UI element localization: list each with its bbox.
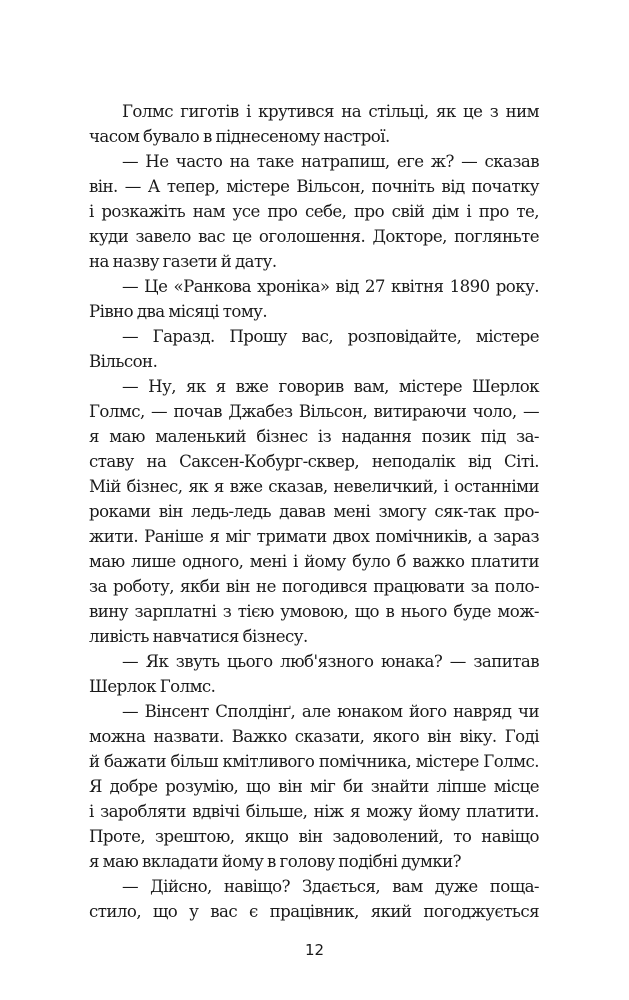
text-line: на назву газети й дату. — [89, 252, 277, 271]
page-number: 12 — [304, 941, 325, 959]
text-line: — Дійсно, навіщо? Здається, вам дуже поща- — [122, 877, 539, 896]
text-line: і розкажіть нам усе про себе, про свій дім і про те, — [89, 202, 539, 221]
text-line: й бажати більш кмітливого помічника, містере Голмс. — [89, 752, 539, 771]
text-line: Голмс, — почав Джабез Вільсон, витираючи чоло, — — [89, 402, 539, 421]
text-line: стило, що у вас є працівник, який погоджується — [89, 902, 539, 921]
text-line: Шерлок Голмс. — [89, 677, 216, 696]
text-line: куди завело вас це оголошення. Докторе, погляньте — [89, 227, 539, 246]
body-text — [89, 99, 539, 924]
text-line: Проте, зрештою, якщо він задоволений, то навіщо — [89, 827, 539, 846]
text-line: я маю маленький бізнес із надання позик під за- — [89, 427, 539, 446]
text-line: ливість навчатися бізнесу. — [89, 627, 308, 646]
text-line: — Як звуть цього люб'язного юнака? — запитав — [122, 652, 539, 671]
text-line: ставу на Саксен-Кобург-сквер, неподалік від Сіті. — [89, 452, 539, 471]
text-line: Голмс гиготів і крутився на стільці, як це з ним — [122, 102, 539, 121]
text-line: роками він ледь-ледь давав мені змогу сяк-так про- — [89, 502, 539, 521]
text-line: жити. Раніше я міг тримати двох помічників, а зараз — [89, 527, 539, 546]
text-line: за роботу, якби він не погодився працювати за поло- — [89, 577, 539, 596]
text-line: Мій бізнес, як я вже сказав, невеличкий, і останніми — [89, 477, 539, 496]
text-line: — Це «Ранкова хроніка» від 27 квітня 1890 року. — [122, 277, 539, 296]
text-line: я маю вкладати йому в голову подібні думки? — [89, 852, 462, 871]
text-line: Рівно два місяці тому. — [89, 302, 268, 321]
text-line: можна назвати. Важко сказати, якого він віку. Годі — [89, 727, 539, 746]
text-line: — Вінсент Сполдінґ, але юнаком його навряд чи — [122, 702, 539, 721]
text-line: — Гаразд. Прошу вас, розповідайте, містере — [122, 327, 539, 346]
text-line: і заробляти вдвічі більше, ніж я можу йому платити. — [89, 802, 539, 821]
text-line: Вільсон. — [89, 352, 158, 371]
text-line: — Ну, як я вже говорив вам, містере Шерлок — [122, 377, 539, 396]
text-line: він. — А тепер, містере Вільсон, почніть від початку — [89, 177, 539, 196]
text-line: вину зарплатні з тією умовою, що в нього буде мож- — [89, 602, 539, 621]
text-line: Я добре розумію, що він міг би знайти ліпше місце — [89, 777, 539, 796]
text-line: маю лише одного, мені і йому було б важко платити — [89, 552, 539, 571]
text-line: часом бувало в піднесеному настрої. — [89, 127, 390, 146]
text-line: — Не часто на таке натрапиш, еге ж? — сказав — [122, 152, 539, 171]
